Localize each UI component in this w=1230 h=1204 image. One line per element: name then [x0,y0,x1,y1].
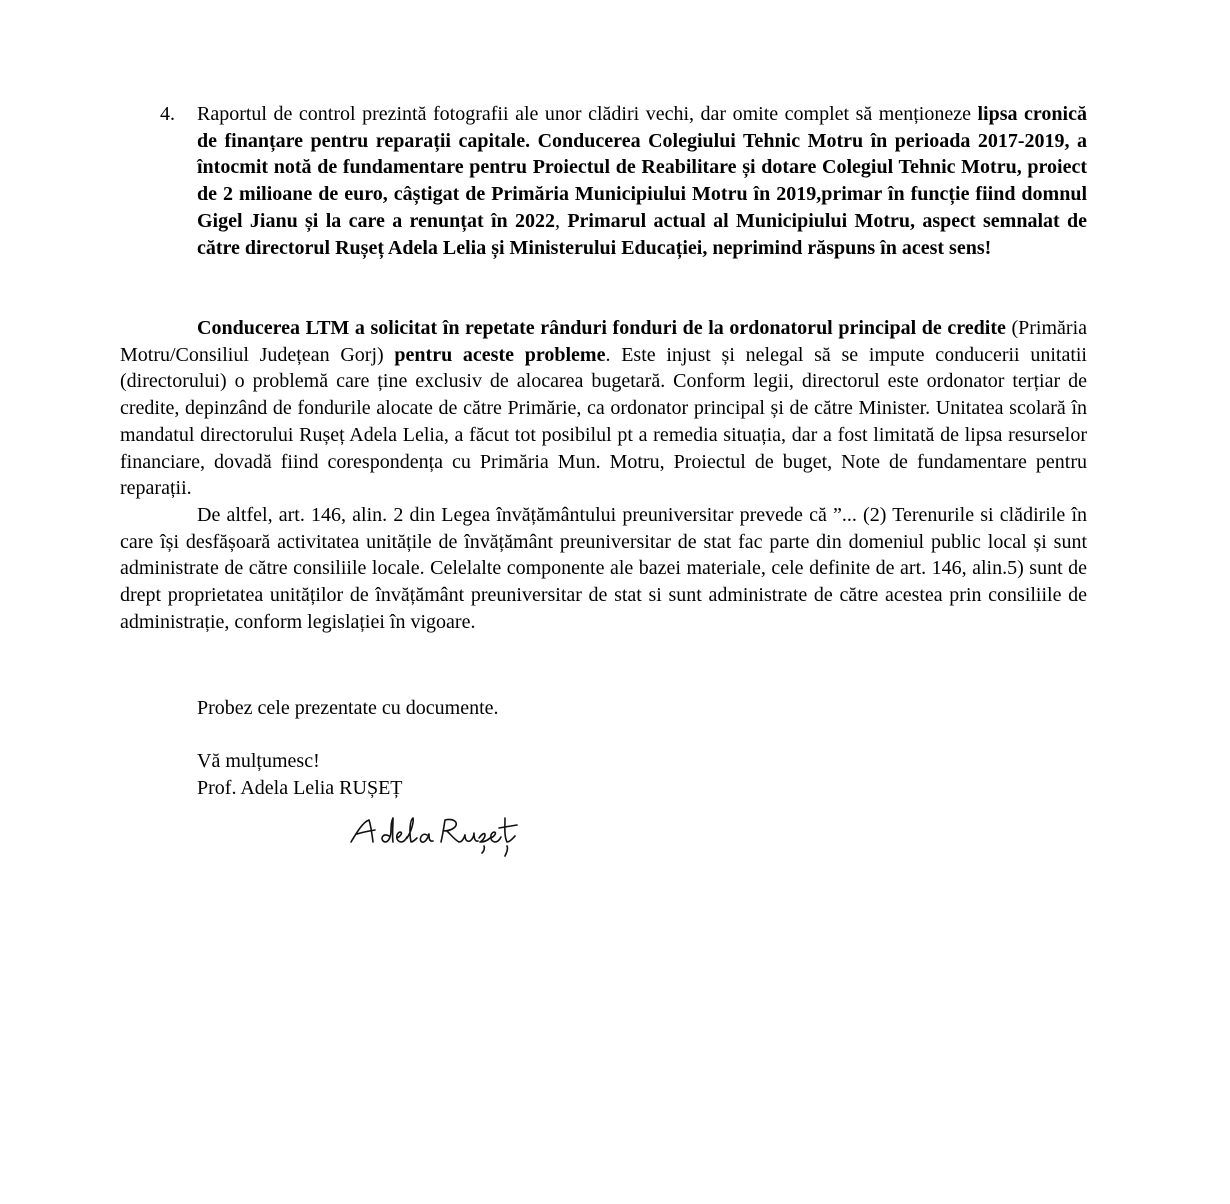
list-item-number: 4. [160,103,175,125]
para1-bold-1: Conducerea LTM a solicitat în repetate rânduri fonduri de la ordonatorul principal de credite [197,317,1006,339]
para1-bold-2: pentru aceste probleme [394,343,606,366]
item4-text-bold-1: lipsa cronică de finanțare pentru reparații capitale. Conducerea Colegiului Tehnic Motru în perioada 2017-2019, a întocmit notă de fundamentare pentru Proiectul de Reabilitare și dotare Colegiul Tehnic Motru, proiect de 2 milioane de euro, câștigat de Primăria Municipiului Motru în 2019,primar în funcție fiind domnul Gigel Jianu și la care a renunțat în 2022 [197,103,1087,232]
paragraph-legal-reference: De altfel, art. 146, alin. 2 din Legea învățământului preuniversitar prevede că ”... (2) Terenurile si clădirile în care își desfășoară activitatea unitățile de învățământ preuniversitar de stat fac parte din domeniul public local și sunt administrate de către consiliile locale. Celelalte componente ale bazei materiale, cele definite de art. 146, alin.5) sunt de drept proprietatea unităților de învățământ preuniversitar de stat si sunt administrate de către acestea prin consiliile de administrație, conform legislației în vigoare. [120,503,1087,633]
handwritten-signature [345,808,555,868]
paragraph-funding-requests [120,315,1087,502]
list-item-text [197,101,1087,261]
signer-name: Prof. Adela Lelia RUȘEȚ [197,777,403,799]
item4-text-separator: , [554,209,568,232]
list-item-4 [120,101,1087,261]
item4-text-regular: Raportul de control prezintă fotografii ale unor clădiri vechi, dar omite complet să menționeze [197,103,978,125]
closing-statement: Probez cele prezentate cu documente. [197,697,499,719]
para1-regular-1: (Primăria Motru/Consiliul Județean Gorj) [120,317,1087,366]
document-body [120,315,1087,635]
item4-text-bold-2: Primarul actual al Municipiului Motru, aspect semnalat de către directorul Rușeț Adela Lelia și Ministerului Educației, neprimind răspuns în acest sens! [197,209,1088,259]
para1-regular-2: . Este injust și nelegal să se impute conducerii unitatii (directorului) o problemă care ține exclusiv de alocarea bugetară. Conform legii, directorul este ordonator terțiar de credite, depinzând de fondurile alocate de către Primărie, ca ordonator principal și de către Minister. Unitatea scolară în mandatul directorului Rușeț Adela Lelia, a făcut tot posibilul pt a remedia situația, dar a fost limitată de lipsa resurselor financiare, dovadă fiind corespondența cu Primăria Mun. Motru, Proiectul de buget, Note de fundamentare pentru reparații. [120,343,1087,500]
thanks-line: Vă mulțumesc! [197,750,320,772]
